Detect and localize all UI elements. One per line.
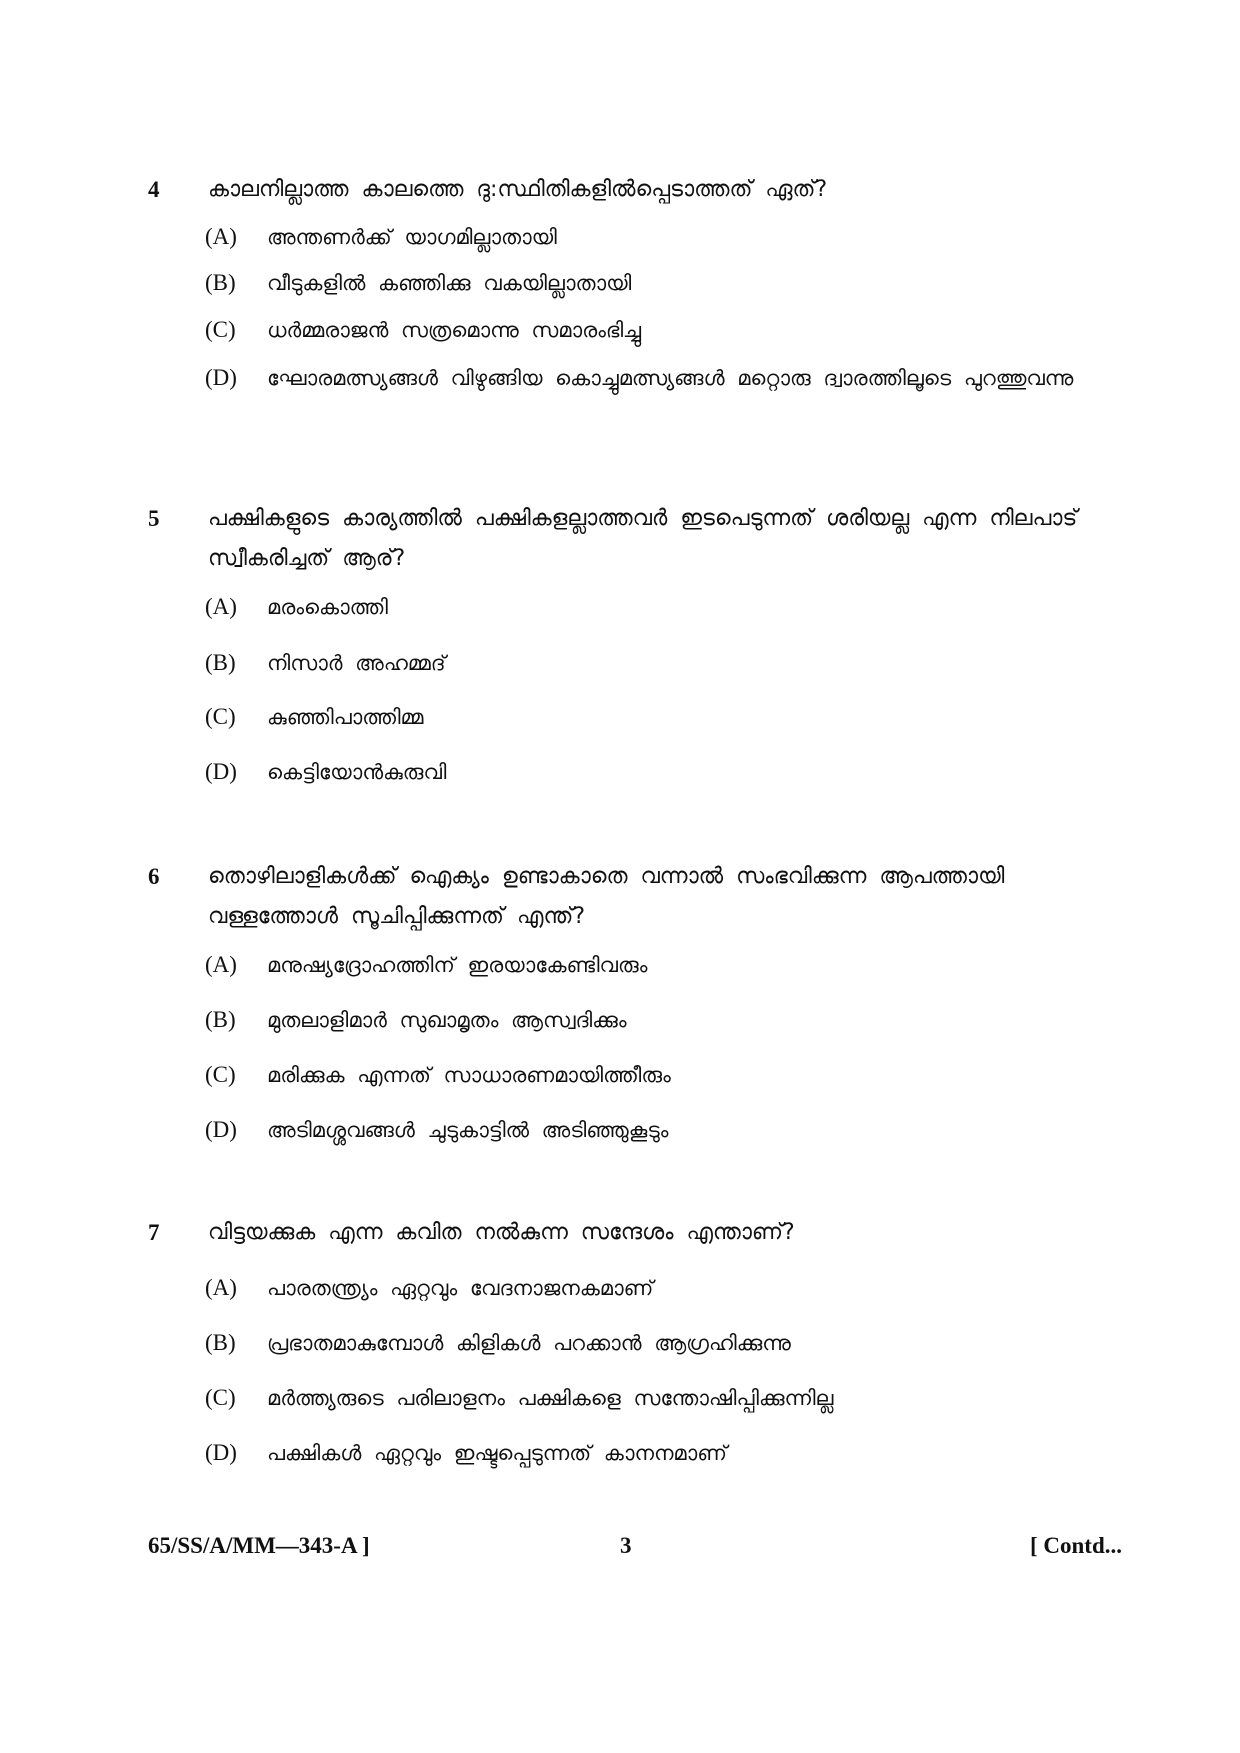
question-text: തൊഴിലാളികൾക്ക് ഐക്യം ഉണ്ടാകാതെ വന്നാൽ സംഭവിക്കുന്ന ആപത്തായി വള്ളത്തോൾ സൂചിപ്പിക്കുന്നത് എന്ത്?: [208, 864, 1005, 929]
option-letter: (C): [205, 704, 236, 729]
option-letter: (B): [205, 650, 236, 675]
question-6: [148, 857, 1088, 937]
page-number: 3: [620, 1533, 632, 1558]
option-letter: (A): [205, 952, 237, 977]
q4-option-d: [205, 358, 1085, 398]
option-text: മുതലാളിമാർ സുഖാമൃതം ആസ്വദിക്കും: [267, 1008, 627, 1032]
q7-option-b: [205, 1323, 1085, 1363]
question-text: വിട്ടയക്കുക എന്ന കവിത നൽകുന്ന സന്ദേശം എന്താണ്?: [208, 1220, 795, 1245]
option-letter: (C): [205, 1062, 236, 1087]
option-text: വീടുകളിൽ കഞ്ഞിക്കു വകയില്ലാതായി: [267, 271, 632, 295]
q4-option-c: [205, 310, 1085, 350]
q5-option-b: [205, 643, 1085, 683]
q4-option-a: [205, 217, 1085, 257]
option-text: അടിമശ്ശവങ്ങൾ ചുടുകാട്ടിൽ അടിഞ്ഞുകൂടും: [267, 1118, 669, 1142]
option-letter: (B): [205, 1330, 236, 1355]
option-letter: (C): [205, 317, 236, 342]
continued-label: [ Contd...: [1030, 1533, 1123, 1558]
option-letter: (A): [205, 594, 237, 619]
question-7: [148, 1213, 1088, 1253]
option-text: ഘോരമത്സ്യങ്ങൾ വിഴുങ്ങിയ കൊച്ചുമത്സ്യങ്ങൾ മറ്റൊരു ദ്വാരത്തിലൂടെ പുറത്തുവന്നു: [267, 366, 1074, 390]
question-number: 4: [148, 177, 160, 202]
question-number: 6: [148, 864, 160, 889]
option-letter: (B): [205, 270, 236, 295]
option-letter: (A): [205, 224, 237, 249]
question-number: 7: [148, 1220, 160, 1245]
option-text: നിസാർ അഹമ്മദ്: [267, 651, 446, 675]
question-5: [148, 499, 1088, 579]
q5-option-c: [205, 697, 1085, 737]
option-text: മരംകൊത്തി: [267, 595, 388, 619]
question-number: 5: [148, 506, 160, 531]
option-letter: (D): [205, 1440, 237, 1465]
q6-option-d: [205, 1110, 1085, 1150]
q6-option-a: [205, 945, 1085, 985]
q7-option-c: [205, 1378, 1085, 1418]
option-letter: (D): [205, 759, 237, 784]
question-text: കാലനില്ലാത്ത കാലത്തെ ദു:സ്ഥിതികളിൽപ്പെടാത്തത് ഏത്?: [208, 177, 828, 202]
option-letter: (D): [205, 365, 237, 390]
option-text: അന്തണർക്ക് യാഗമില്ലാതായി: [267, 225, 557, 249]
option-text: ധർമ്മരാജൻ സത്രമൊന്നു സമാരംഭിച്ചു: [267, 318, 642, 342]
q4-option-b: [205, 263, 1085, 303]
q5-option-d: [205, 752, 1085, 792]
option-letter: (C): [205, 1385, 236, 1410]
option-text: പക്ഷികൾ ഏറ്റവും ഇഷ്ടപ്പെടുന്നത് കാനനമാണ്: [267, 1441, 727, 1465]
question-4: [148, 170, 1088, 210]
q6-option-b: [205, 1000, 1085, 1040]
option-text: മർത്ത്യരുടെ പരിലാളനം പക്ഷികളെ സന്തോഷിപ്പിക്കുന്നില്ല: [267, 1386, 834, 1410]
option-letter: (A): [205, 1275, 237, 1300]
q5-option-a: [205, 587, 1085, 627]
q7-option-d: [205, 1433, 1085, 1473]
q6-option-c: [205, 1055, 1085, 1095]
option-letter: (D): [205, 1117, 237, 1142]
option-letter: (B): [205, 1007, 236, 1032]
option-text: പ്രഭാതമാകുമ്പോൾ കിളികൾ പറക്കാൻ ആഗ്രഹിക്കുന്നു: [267, 1331, 791, 1355]
option-text: കുഞ്ഞിപാത്തിമ്മ: [267, 705, 424, 729]
paper-code: 65/SS/A/MM—343-A ]: [148, 1533, 370, 1558]
option-text: മനുഷ്യദ്രോഹത്തിന് ഇരയാകേണ്ടിവരും: [267, 953, 648, 977]
question-text: പക്ഷികളുടെ കാര്യത്തിൽ പക്ഷികളല്ലാത്തവർ ഇടപെടുന്നത് ശരിയല്ല എന്ന നിലപാട് സ്വീകരിച്ചത് ആര്?: [208, 506, 1078, 571]
option-text: പാരതന്ത്ര്യം ഏറ്റവും വേദനാജനകമാണ്: [267, 1276, 654, 1300]
q7-option-a: [205, 1268, 1085, 1308]
option-text: മരിക്കുക എന്നത് സാധാരണമായിത്തീരും: [267, 1063, 671, 1087]
option-text: കെട്ടിയോൻകുരുവി: [267, 760, 447, 784]
